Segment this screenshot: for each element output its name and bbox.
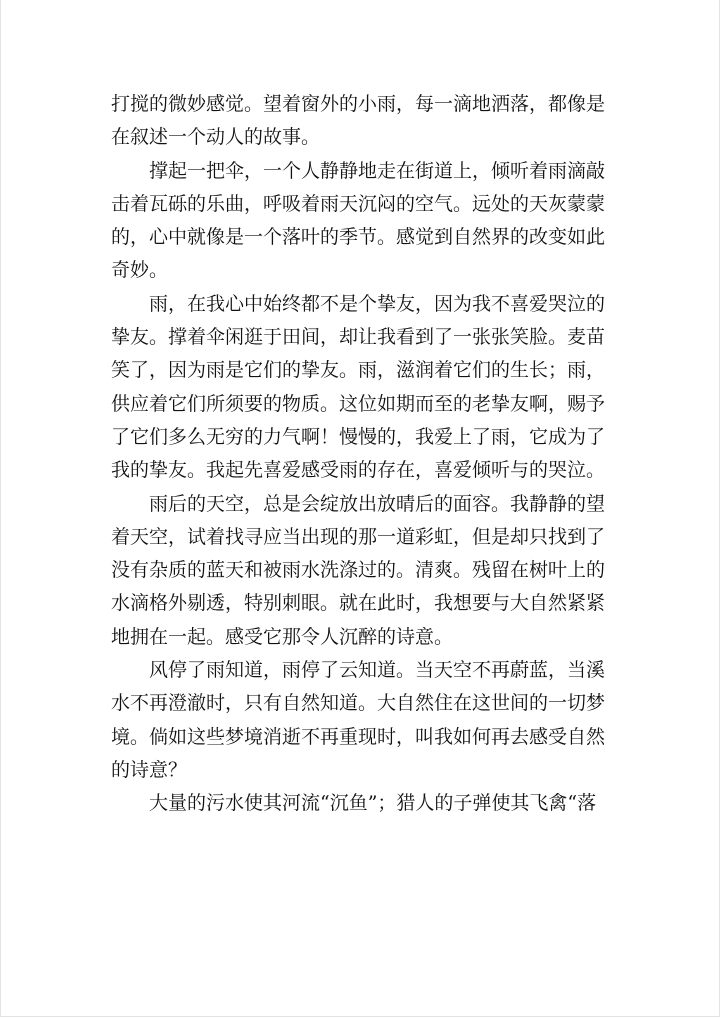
paragraph-first-line: 大量的污水使其河流“沉鱼”；猎人的子弹使其飞禽“落 [149,792,597,815]
text-line: 打搅的微妙感觉。望着窗外的小雨，每一滴地洒落，都像是 [111,93,606,115]
text-line: 水不再澄澈时，只有自然知道。大自然住在这世间的一切梦 [111,692,606,715]
text-line: 没有杂质的蓝天和被雨水洗涤过的。清爽。残留在树叶上的 [111,559,606,582]
text-line: 奇妙。 [111,259,169,282]
body-text [111,88,611,821]
paragraph-first-line: 撑起一把伞，一个人静静地走在街道上，倾听着雨滴敲 [149,159,606,182]
text-line: 的，心中就像是一个落叶的季节。感觉到自然界的改变如此 [111,226,606,249]
text-line: 境。倘如这些梦境消逝不再重现时，叫我如何再去感受自然 [111,725,606,748]
text-line: 挚友。撑着伞闲逛于田间，却让我看到了一张张笑脸。麦苗 [111,326,606,349]
text-line: 供应着它们所须要的物质。这位如期而至的老挚友啊，赐予 [111,392,606,415]
text-line: 笑了，因为雨是它们的挚友。雨，滋润着它们的生长；雨， [111,359,606,382]
text-line: 击着瓦砾的乐曲，呼吸着雨天沉闷的空气。远处的天灰蒙蒙 [111,192,606,215]
text-line: 在叙述一个动人的故事。 [111,126,321,149]
text-line: 我的挚友。我起先喜爱感受雨的存在，喜爱倾听与的哭泣。 [111,459,606,482]
text-line: 了它们多么无穷的力气啊！慢慢的，我爱上了雨，它成为了 [111,425,606,448]
text-line: 着天空，试着找寻应当出现的那一道彩虹，但是却只找到了 [111,525,606,548]
text-line: 地拥在一起。感受它那令人沉醉的诗意。 [111,625,454,648]
paragraph-first-line: 风停了雨知道，雨停了云知道。当天空不再蔚蓝，当溪 [149,659,606,682]
text-line: 水滴格外剔透，特别刺眼。就在此时，我想要与大自然紧紧 [111,592,606,615]
text-line: 的诗意？ [111,758,188,781]
paragraph-first-line: 雨后的天空，总是会绽放出放晴后的面容。我静静的望 [149,492,606,515]
paragraph-first-line: 雨，在我心中始终都不是个挚友，因为我不喜爱哭泣的 [149,292,606,315]
